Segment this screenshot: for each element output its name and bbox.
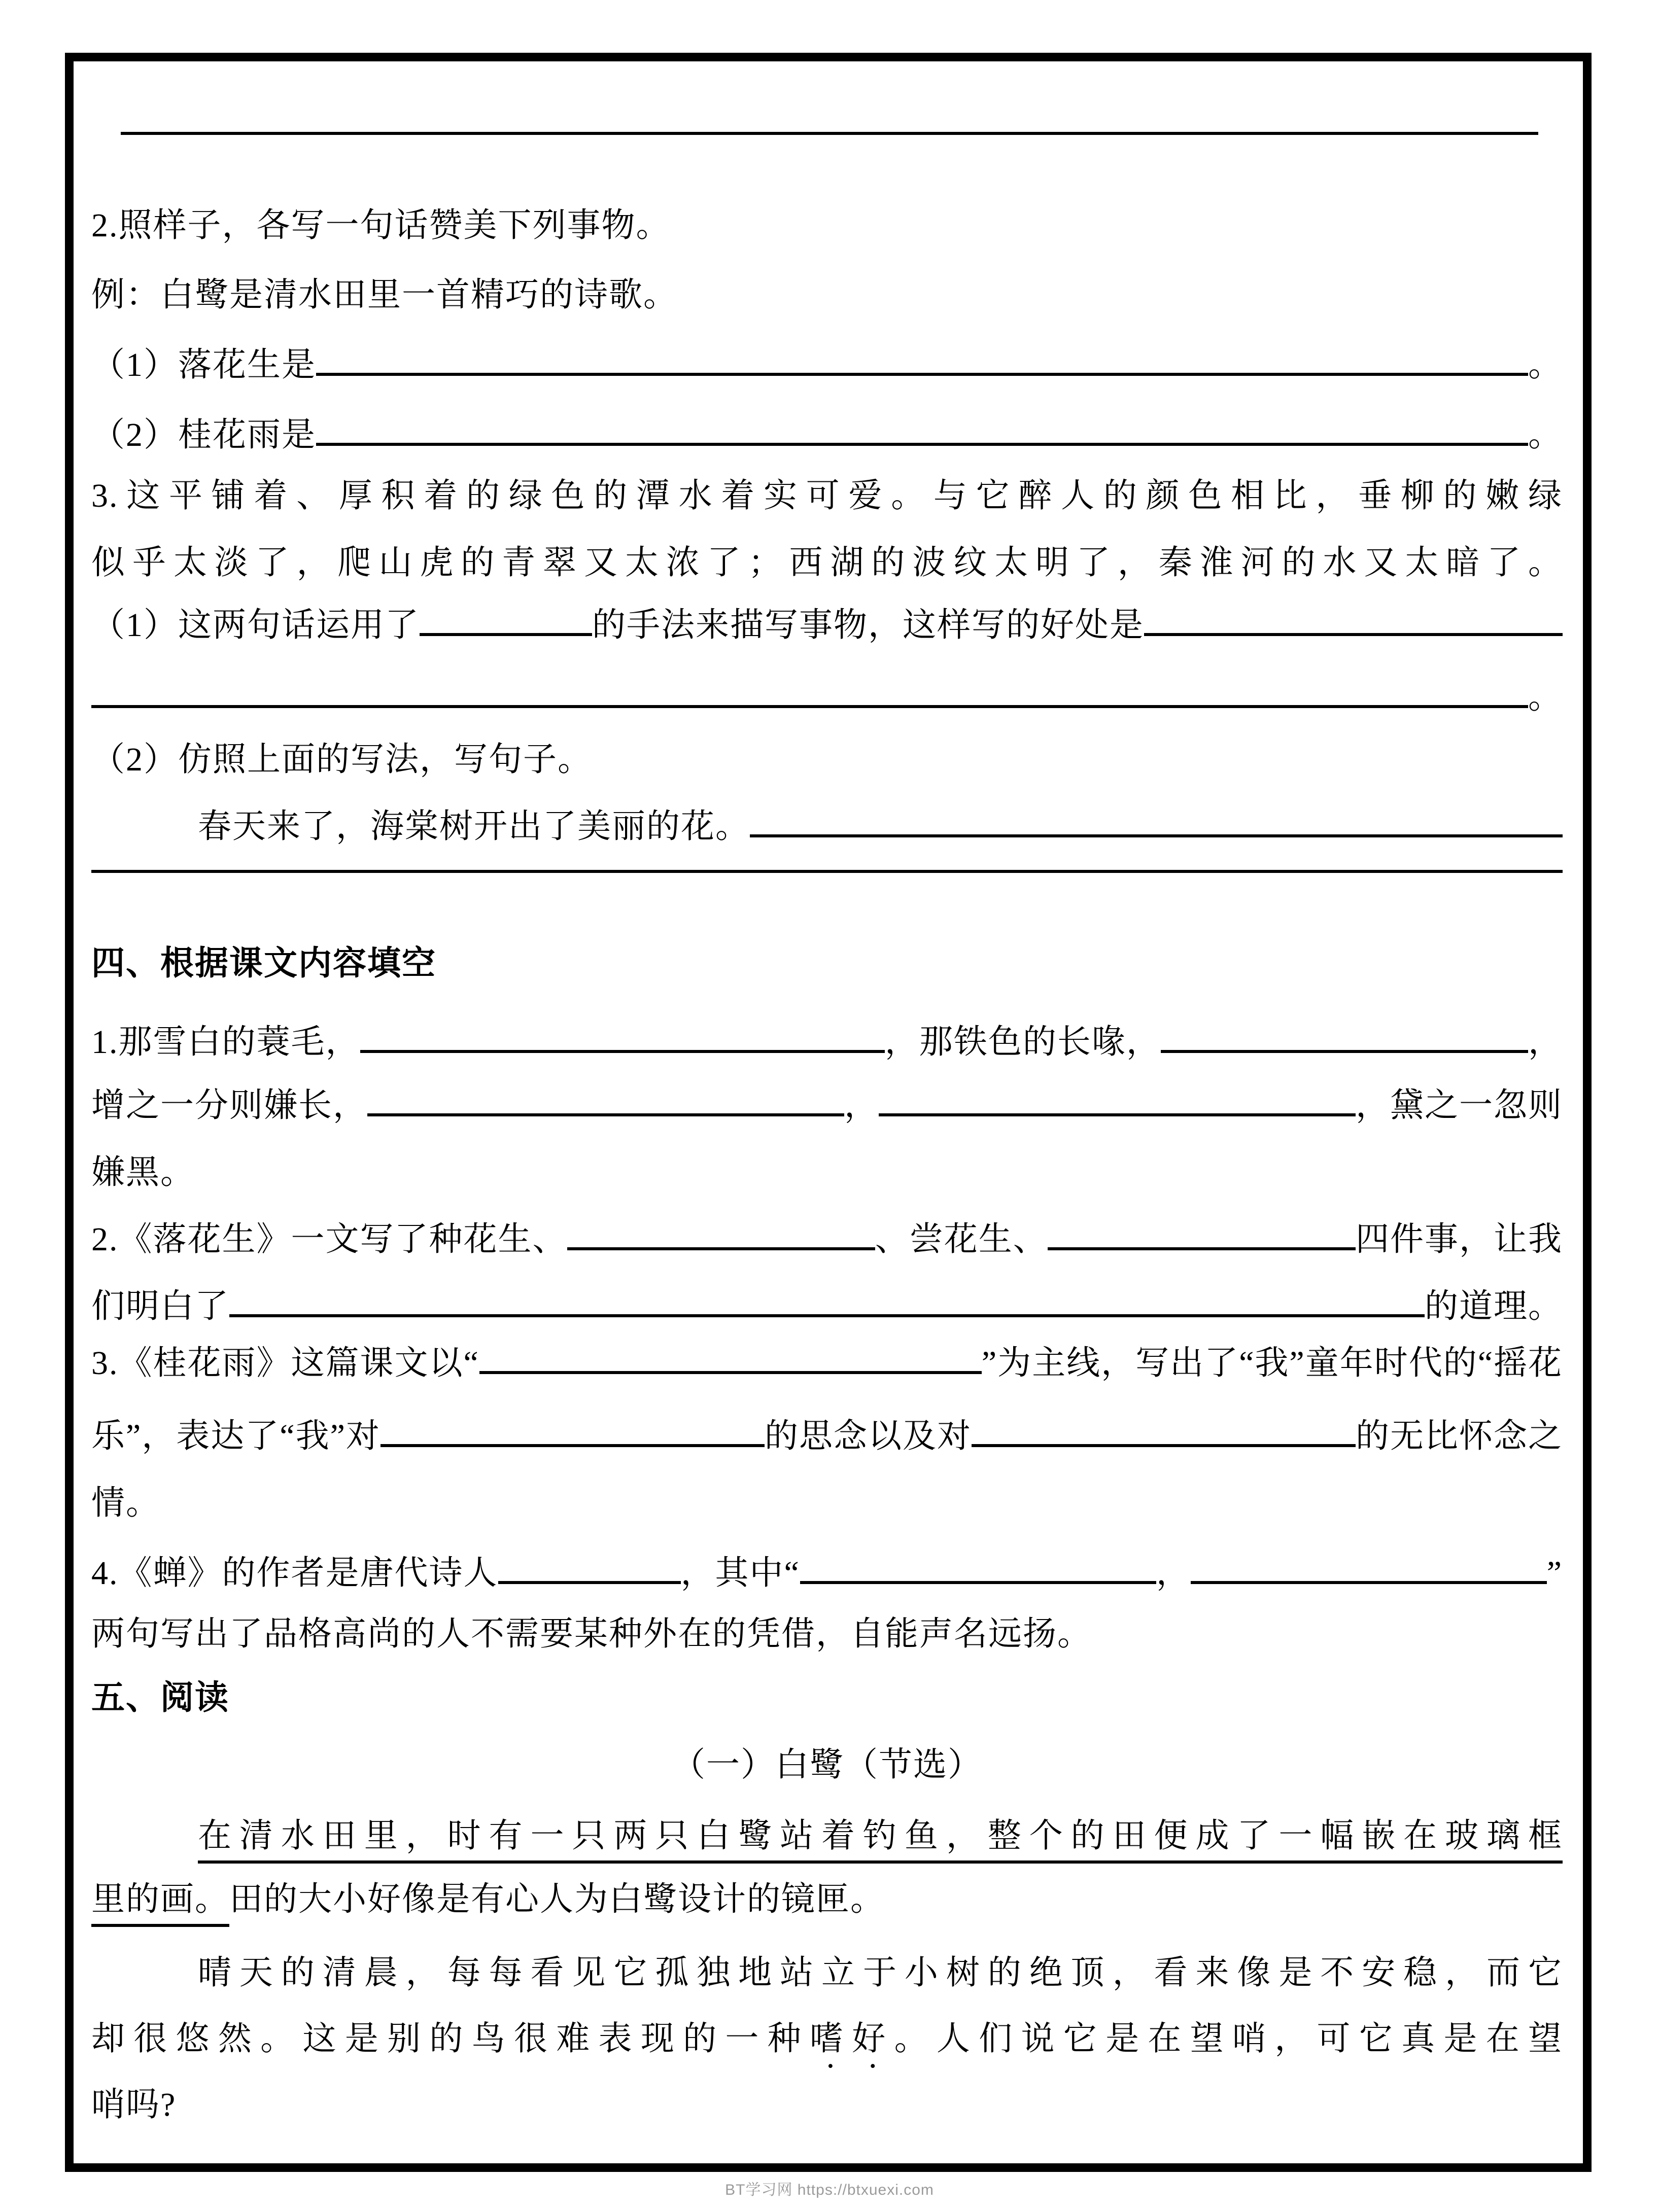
q3-part-5: 的无比怀念之 (1356, 1418, 1563, 1455)
answer-blank (1191, 1581, 1547, 1584)
sub-1-before-text: （1）这两句话运用了 (91, 607, 420, 644)
reading-paragraph-1-line-1 (91, 1803, 1563, 1869)
item-1-label: （1）落花生是 (91, 346, 316, 383)
q2-part-3: 四件事，让我 (1356, 1221, 1563, 1258)
question-3-text-1: 3.这平铺着、厚积着的绿色的潭水着实可爱。与它醉人的颜色相比，垂柳的嫩绿 (91, 477, 1563, 514)
question-3-sub-1-answer-line (91, 664, 1563, 730)
q4-part-5: 两句写出了品格高尚的人不需要某种外在的凭借，自能声名远扬。 (91, 1616, 1092, 1653)
answer-blank (381, 1444, 765, 1447)
item-2-period: 。 (1528, 416, 1563, 453)
q3-part-4: 的思念以及对 (764, 1418, 972, 1455)
section-4-q1-line-1 (91, 1009, 1563, 1075)
q2-part-1: 2.《落花生》一文写了种花生、 (91, 1221, 567, 1258)
reading-title (91, 1732, 1563, 1798)
sub-1-period: 。 (1528, 679, 1563, 716)
q2-part-5: 的道理。 (1425, 1288, 1563, 1325)
reading-paragraph-2-line-3 (91, 2072, 1563, 2138)
q3-part-1: 3.《桂花雨》这篇课文以“ (91, 1345, 479, 1382)
question-2-example (91, 262, 1563, 328)
answer-blank (316, 373, 1528, 376)
q2-part-2: 、尝花生、 (875, 1221, 1048, 1258)
answer-blank (420, 633, 592, 636)
answer-blank (479, 1371, 982, 1374)
paragraph-1-rest-text: 田的大小好像是有心人为白鹭设计的镜匣。 (229, 1881, 885, 1918)
section-4-q2-line-1 (91, 1207, 1563, 1273)
q4-part-1: 4.《蝉》的作者是唐代诗人 (91, 1555, 498, 1592)
answer-blank (800, 1581, 1156, 1584)
answer-line-top (91, 132, 1563, 198)
question-2-prompt (91, 193, 1563, 259)
reading-paragraph-2-line-2 (91, 2006, 1563, 2072)
section-4-q1-line-3 (91, 1140, 1563, 1206)
question-3-sub-1 (91, 592, 1563, 658)
sub-2-example-text: 春天来了，海棠树开出了美丽的花。 (198, 808, 750, 845)
answer-blank (498, 1581, 681, 1584)
answer-blank (1144, 633, 1563, 636)
answer-blank (879, 1113, 1356, 1116)
emphasis-text: 嗜好 (810, 2020, 894, 2057)
q3-part-2: ”为主线，写出了“我”童年时代的“摇花 (981, 1345, 1563, 1382)
footer-watermark (0, 2177, 1659, 2199)
item-1-period: 。 (1528, 346, 1563, 383)
answer-blank (972, 1444, 1356, 1447)
paragraph-2-text-1: 晴天的清晨，每每看见它孤独地站立于小树的绝顶，看来像是不安稳，而它 (198, 1954, 1563, 1991)
section-4-q3-line-2 (91, 1403, 1563, 1469)
reading-paragraph-2-line-1 (91, 1940, 1563, 2006)
underlined-passage: 里的画。 (91, 1881, 229, 1927)
section-4-q4-line-1 (91, 1540, 1563, 1606)
section-4-q3-line-1 (91, 1330, 1563, 1396)
answer-blank (316, 443, 1528, 446)
reading-title-text: （一）白鹭（节选） (672, 1746, 982, 1783)
q1-part-7: 嫌黑。 (91, 1154, 195, 1191)
answer-blank (750, 834, 1563, 837)
answer-blank (91, 870, 1563, 873)
paragraph-2-text-2a: 却很悠然。这是别的鸟很难表现的一种 (91, 2020, 810, 2057)
question-3-sub-2-example (91, 794, 1563, 860)
question-3-text-line-2 (91, 530, 1563, 596)
question-3-sub-2-prompt (91, 727, 1563, 793)
sub-1-mid-text: 的手法来描写事物，这样写的好处是 (592, 607, 1144, 644)
q4-part-3: ， (1156, 1555, 1191, 1592)
paragraph-2-text-3: 哨吗? (91, 2086, 177, 2123)
answer-blank (360, 1050, 885, 1053)
section-4-q1-line-2 (91, 1073, 1563, 1139)
q1-part-1: 1.那雪白的蓑毛， (91, 1024, 360, 1061)
question-2-prompt-text: 2.照样子，各写一句话赞美下列事物。 (91, 207, 671, 244)
worksheet-content (91, 0, 1563, 2212)
q4-part-2: ，其中“ (680, 1555, 800, 1592)
question-3-text-2: 似乎太淡了，爬山虎的青翠又太浓了；西湖的波纹太明了，秦淮河的水又太暗了。 (91, 544, 1563, 581)
q2-part-4: 们明白了 (91, 1288, 229, 1325)
answer-blank (1161, 1050, 1528, 1053)
question-2-item-1 (91, 332, 1563, 398)
item-2-label: （2）桂花雨是 (91, 416, 316, 453)
answer-blank (229, 1314, 1425, 1317)
answer-blank (567, 1247, 875, 1250)
sub-2-prompt-text: （2）仿照上面的写法，写句子。 (91, 741, 592, 778)
section-5-heading (91, 1665, 1563, 1731)
question-3-sub-2-answer-line (91, 870, 1563, 936)
q3-part-3: 乐”，表达了“我”对 (91, 1418, 381, 1455)
section-4-q3-line-3 (91, 1470, 1563, 1536)
section-4-q4-line-2 (91, 1601, 1563, 1667)
question-3-text-line-1 (91, 463, 1563, 529)
answer-blank (1048, 1247, 1356, 1250)
q1-part-4: 增之一分则嫌长， (91, 1087, 367, 1124)
underlined-passage: 在清水田里，时有一只两只白鹭站着钓鱼，整个的田便成了一幅嵌在玻璃框 (198, 1817, 1563, 1864)
q1-part-6: ，黛之一忽则 (1356, 1087, 1563, 1124)
question-2-example-text: 例：白鹭是清水田里一首精巧的诗歌。 (91, 276, 678, 313)
answer-blank (91, 705, 1528, 708)
q1-part-3: ， (1528, 1024, 1563, 1061)
answer-blank (367, 1113, 844, 1116)
section-4-heading (91, 931, 1563, 997)
q4-part-4: ” (1546, 1555, 1563, 1592)
question-2-item-2 (91, 402, 1563, 468)
answer-blank (121, 132, 1538, 135)
footer-watermark-text: BT学习网 https://btxuexi.com (725, 2182, 934, 2198)
q1-part-5: ， (844, 1087, 879, 1124)
section-4-q2-line-2 (91, 1274, 1563, 1340)
reading-paragraph-1-line-2 (91, 1867, 1563, 1933)
section-5-heading-text: 五、阅读 (91, 1679, 229, 1716)
q1-part-2: ，那铁色的长喙， (884, 1024, 1161, 1061)
q3-part-6: 情。 (91, 1485, 160, 1522)
section-4-heading-text: 四、根据课文内容填空 (91, 945, 436, 982)
paragraph-2-text-2b: 。人们说它是在望哨，可它真是在望 (894, 2020, 1563, 2057)
